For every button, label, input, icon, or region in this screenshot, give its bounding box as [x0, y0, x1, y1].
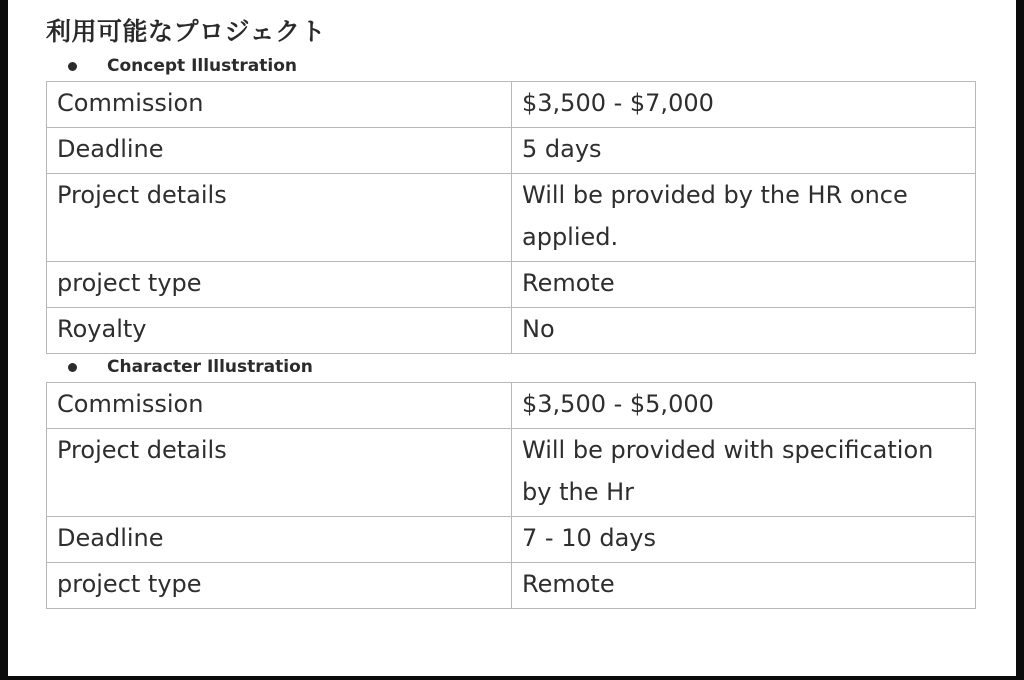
section-label: Character Illustration [107, 357, 313, 377]
row-label: Commission [47, 82, 512, 128]
row-value: Will be provided by the HR once applied. [512, 174, 976, 262]
section-heading-concept [68, 55, 297, 77]
row-value: 5 days [512, 128, 976, 174]
table-row [47, 563, 976, 609]
concept-illustration-table [46, 81, 976, 354]
row-label: project type [47, 262, 512, 308]
table-row [47, 517, 976, 563]
row-value: Remote [512, 262, 976, 308]
row-value: Remote [512, 563, 976, 609]
table-row [47, 82, 976, 128]
table-row [47, 383, 976, 429]
section-label: Concept Illustration [107, 56, 297, 76]
row-label: project type [47, 563, 512, 609]
table-row [47, 174, 976, 262]
table-row [47, 429, 976, 517]
row-label: Deadline [47, 517, 512, 563]
row-label: Project details [47, 429, 512, 517]
character-illustration-table [46, 382, 976, 609]
row-label: Royalty [47, 308, 512, 354]
document-page [8, 0, 1016, 676]
table-row [47, 262, 976, 308]
table-row [47, 308, 976, 354]
row-value: Will be provided with specification by the Hr [512, 429, 976, 517]
table-row [47, 128, 976, 174]
row-value: $3,500 - $7,000 [512, 82, 976, 128]
page-title: 利用可能なプロジェクト [46, 17, 327, 46]
row-value: $3,500 - $5,000 [512, 383, 976, 429]
row-value: No [512, 308, 976, 354]
row-label: Commission [47, 383, 512, 429]
bullet-icon [68, 363, 77, 372]
bullet-icon [68, 62, 77, 71]
row-value: 7 - 10 days [512, 517, 976, 563]
row-label: Project details [47, 174, 512, 262]
row-label: Deadline [47, 128, 512, 174]
section-heading-character [68, 356, 313, 378]
